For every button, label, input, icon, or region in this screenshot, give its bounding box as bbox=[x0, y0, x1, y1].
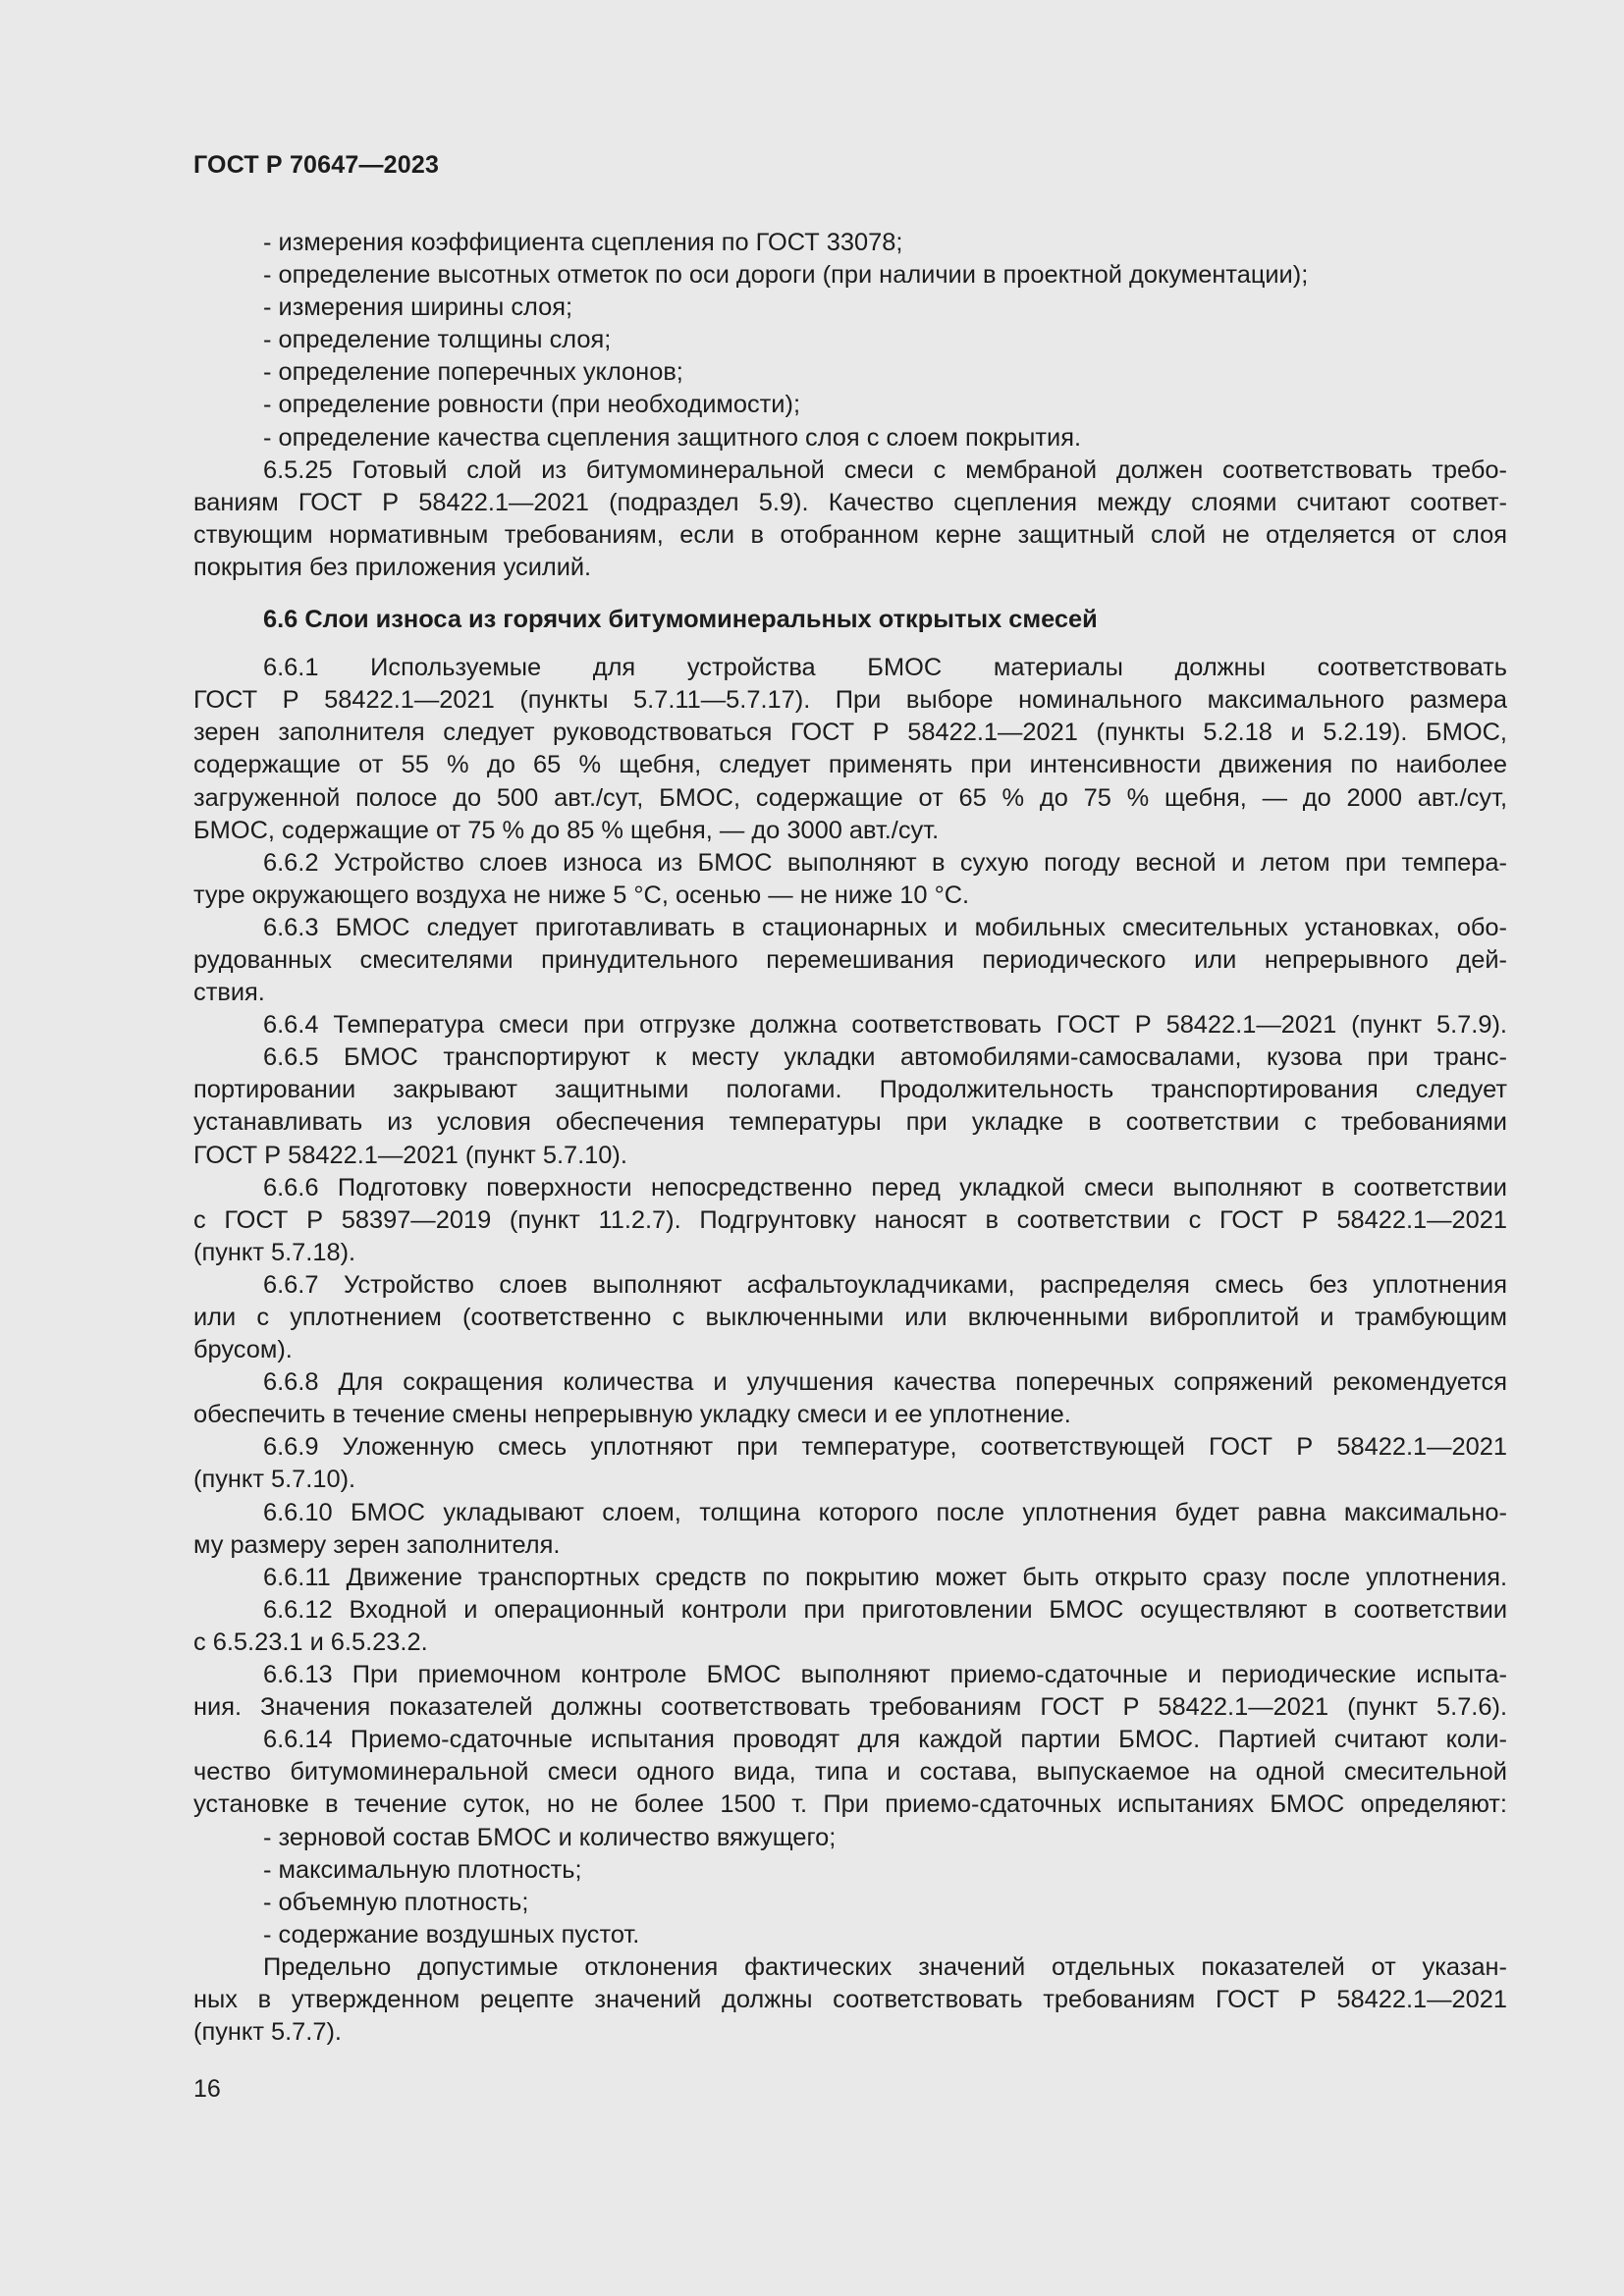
text-line: портировании закрывают защитными пологами. Продолжительность транспортирования следует bbox=[193, 1076, 1507, 1104]
text-line: - определение ровности (при необходимости); bbox=[263, 391, 801, 419]
text-line: 6.6.1 Используемые для устройства БМОС материалы должны соответствовать bbox=[263, 654, 1507, 682]
text-line: устанавливать из условия обеспечения температуры при укладке в соответствии с требованиями bbox=[193, 1108, 1507, 1137]
text-line: (пункт 5.7.10). bbox=[193, 1466, 356, 1494]
text-line: 6.6.2 Устройство слоев износа из БМОС выполняют в сухую погоду весной и летом при темпера- bbox=[263, 848, 1507, 877]
page-number: 16 bbox=[193, 2075, 221, 2103]
text-line: содержащие от 55 % до 65 % щебня, следует применять при интенсивности движения по наиболее bbox=[193, 751, 1507, 779]
document-body bbox=[193, 227, 1507, 2049]
text-line: - измерения ширины слоя; bbox=[263, 294, 573, 322]
text-line: 6.6.9 Уложенную смесь уплотняют при температуре, соответствующей ГОСТ Р 58422.1—2021 bbox=[263, 1433, 1507, 1462]
text-line: 6.6.13 При приемочном контроле БМОС выполняют приемо-сдаточные и периодические испыта- bbox=[263, 1661, 1507, 1689]
document-page bbox=[193, 0, 1507, 2296]
text-line: ния. Значения показателей должны соответствовать требованиям ГОСТ Р 58422.1—2021 (пункт 5.7.6). bbox=[193, 1693, 1507, 1722]
text-line: - содержание воздушных пустот. bbox=[263, 1920, 640, 1949]
text-line: 6.6.6 Подготовку поверхности непосредственно перед укладкой смеси выполняют в соответствии bbox=[263, 1173, 1507, 1201]
text-line: - определение высотных отметок по оси дороги (при наличии в проектной документации); bbox=[263, 261, 1309, 290]
text-line: ствующим нормативным требованиям, если в отобранном керне защитный слой не отделяется от слоя bbox=[193, 520, 1507, 549]
text-line: - определение поперечных уклонов; bbox=[263, 358, 683, 387]
text-line: обеспечить в течение смены непрерывную укладку смеси и ее уплотнение. bbox=[193, 1401, 1071, 1429]
text-line: (пункт 5.7.7). bbox=[193, 2018, 342, 2047]
text-line: загруженной полосе до 500 авт./сут, БМОС, содержащие от 65 % до 75 % щебня, — до 2000 авт./сут, bbox=[193, 783, 1507, 812]
text-line: покрытия без приложения усилий. bbox=[193, 553, 592, 581]
text-line: 6.6.14 Приемо-сдаточные испытания проводят для каждой партии БМОС. Партией считают коли- bbox=[263, 1726, 1507, 1754]
text-line: 6.6.12 Входной и операционный контроли при приготовлении БМОС осуществляют в соответствии bbox=[263, 1595, 1507, 1624]
text-line: зерен заполнителя следует руководствоваться ГОСТ Р 58422.1—2021 (пункты 5.2.18 и 5.2.19). БМОС, bbox=[193, 719, 1507, 747]
text-line: ГОСТ Р 58422.1—2021 (пункты 5.7.11—5.7.17). При выборе номинального максимального размера bbox=[193, 686, 1507, 715]
text-line: ных в утвержденном рецепте значений должны соответствовать требованиям ГОСТ Р 58422.1—2021 bbox=[193, 1985, 1507, 2013]
text-line: 6.6.7 Устройство слоев выполняют асфальтоукладчиками, распределяя смесь без уплотнения bbox=[263, 1270, 1507, 1299]
text-line: 6.6.4 Температура смеси при отгрузке должна соответствовать ГОСТ Р 58422.1—2021 (пункт 5.7.9). bbox=[263, 1011, 1507, 1040]
document-header-title: ГОСТ Р 70647—2023 bbox=[193, 151, 440, 179]
text-line: ствия. bbox=[193, 979, 265, 1007]
text-line: рудованных смесителями принудительного перемешивания периодического или непрерывного дей- bbox=[193, 945, 1507, 974]
section-heading: 6.6 Слои износа из горячих битумоминеральных открытых смесей bbox=[263, 606, 1098, 634]
text-line: - определение качества сцепления защитного слоя с слоем покрытия. bbox=[263, 423, 1081, 452]
text-line: - определение толщины слоя; bbox=[263, 326, 612, 354]
text-line: 6.6.10 БМОС укладывают слоем, толщина которого после уплотнения будет равна максимально- bbox=[263, 1498, 1507, 1526]
text-line: БМОС, содержащие от 75 % до 85 % щебня, — до 3000 авт./сут. bbox=[193, 816, 940, 844]
text-line: - максимальную плотность; bbox=[263, 1855, 582, 1884]
text-line: установке в течение суток, но не более 1500 т. При приемо-сдаточных испытаниях БМОС определяют: bbox=[193, 1790, 1507, 1819]
text-line: 6.5.25 Готовый слой из битумоминеральной смеси с мембраной должен соответствовать требо- bbox=[263, 455, 1507, 484]
text-line: - зерновой состав БМОС и количество вяжущего; bbox=[263, 1823, 837, 1851]
text-line: му размеру зерен заполнителя. bbox=[193, 1530, 561, 1559]
text-line: ваниям ГОСТ Р 58422.1—2021 (подраздел 5.9). Качество сцепления между слоями считают соответ- bbox=[193, 488, 1507, 516]
text-line: или с уплотнением (соответственно с выключенными или включенными виброплитой и трамбующим bbox=[193, 1304, 1507, 1331]
text-line: 6.6.3 БМОС следует приготавливать в стационарных и мобильных смесительных установках, обо- bbox=[263, 913, 1507, 941]
text-line: - объемную плотность; bbox=[263, 1888, 529, 1916]
text-line: брусом). bbox=[193, 1336, 293, 1364]
text-line: с ГОСТ Р 58397—2019 (пункт 11.2.7). Подгрунтовку наносят в соответствии с ГОСТ Р 58422.1—2021 bbox=[193, 1205, 1507, 1234]
text-line: туре окружающего воздуха не ниже 5 °С, осенью — не ниже 10 °С. bbox=[193, 881, 970, 909]
text-line: 6.6.8 Для сокращения количества и улучшения качества поперечных сопряжений рекомендуется bbox=[263, 1368, 1507, 1397]
text-line: - измерения коэффициента сцепления по ГОСТ 33078; bbox=[263, 229, 903, 256]
text-line: ГОСТ Р 58422.1—2021 (пункт 5.7.10). bbox=[193, 1141, 627, 1169]
text-line: чество битумоминеральной смеси одного вида, типа и состава, выпускаемое на одной смесительной bbox=[193, 1758, 1507, 1787]
text-line: 6.6.11 Движение транспортных средств по покрытию может быть открыто сразу после уплотнения. bbox=[263, 1563, 1507, 1591]
text-line: 6.6.5 БМОС транспортируют к месту укладки автомобилями-самосвалами, кузова при транс- bbox=[263, 1043, 1507, 1072]
text-line: (пункт 5.7.18). bbox=[193, 1238, 356, 1266]
text-line: с 6.5.23.1 и 6.5.23.2. bbox=[193, 1628, 428, 1656]
text-line: Предельно допустимые отклонения фактических значений отдельных показателей от указан- bbox=[263, 1952, 1507, 1981]
